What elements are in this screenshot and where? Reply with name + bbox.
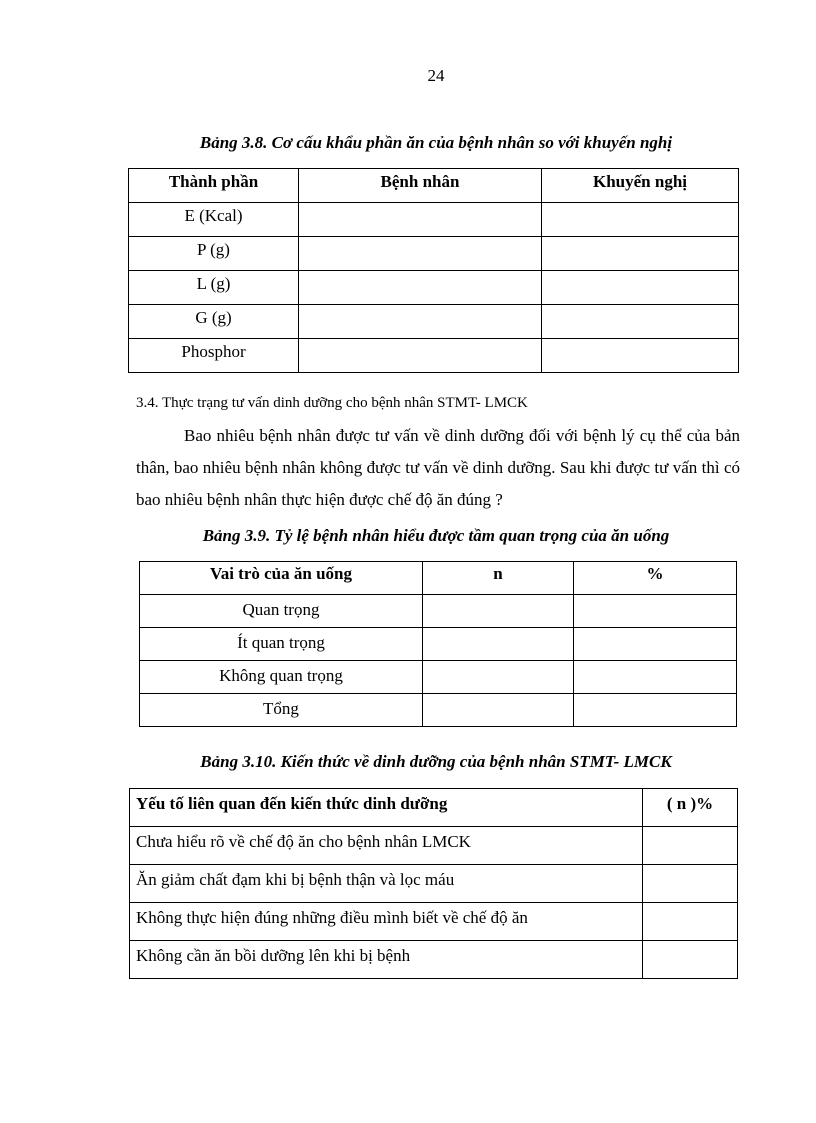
- table-row: [140, 694, 737, 727]
- table-row: [130, 865, 738, 903]
- column-header: Thành phần: [129, 169, 299, 203]
- row-label: P (g): [129, 237, 299, 271]
- empty-cell: [542, 203, 739, 237]
- empty-cell: [542, 237, 739, 271]
- row-label: G (g): [129, 305, 299, 339]
- row-label: E (Kcal): [129, 203, 299, 237]
- table-row: [130, 941, 738, 979]
- column-header: Yếu tố liên quan đến kiến thức dinh dưỡng: [130, 789, 643, 827]
- row-label: Không thực hiện đúng những điều mình biết về chế độ ăn: [130, 903, 643, 941]
- row-label: Ăn giảm chất đạm khi bị bệnh thận và lọc máu: [130, 865, 643, 903]
- empty-cell: [542, 271, 739, 305]
- table-row: [129, 237, 739, 271]
- row-label: Không quan trọng: [140, 661, 423, 694]
- table-row: [140, 628, 737, 661]
- table-3-10: [129, 788, 738, 979]
- section-heading: 3.4. Thực trạng tư vấn dinh dưỡng cho bệnh nhân STMT- LMCK: [136, 395, 528, 411]
- empty-cell: [643, 827, 738, 865]
- table-3-9: [139, 561, 737, 727]
- table-3-10-caption: Bảng 3.10. Kiến thức về dinh dưỡng của bệnh nhân STMT- LMCK: [200, 752, 672, 771]
- row-label: Phosphor: [129, 339, 299, 373]
- empty-cell: [542, 339, 739, 373]
- empty-cell: [574, 595, 737, 628]
- column-header: ( n )%: [643, 789, 738, 827]
- table-header-row: [130, 789, 738, 827]
- empty-cell: [299, 271, 542, 305]
- table-header-row: [129, 169, 739, 203]
- column-header: Vai trò của ăn uống: [140, 562, 423, 595]
- table-3-8-caption: Bảng 3.8. Cơ cấu khẩu phần ăn của bệnh nhân so với khuyến nghị: [199, 133, 673, 152]
- table-row: [130, 827, 738, 865]
- empty-cell: [643, 903, 738, 941]
- empty-cell: [574, 628, 737, 661]
- table-row: [129, 271, 739, 305]
- row-label: Chưa hiểu rõ về chế độ ăn cho bệnh nhân LMCK: [130, 827, 643, 865]
- page-number: 24: [427, 66, 445, 85]
- column-header: %: [574, 562, 737, 595]
- row-label: Tổng: [140, 694, 423, 727]
- column-header: Bệnh nhân: [299, 169, 542, 203]
- table-row: [129, 305, 739, 339]
- empty-cell: [423, 661, 574, 694]
- empty-cell: [299, 339, 542, 373]
- empty-cell: [423, 628, 574, 661]
- empty-cell: [299, 237, 542, 271]
- row-label: Ít quan trọng: [140, 628, 423, 661]
- empty-cell: [574, 694, 737, 727]
- table-row: [129, 339, 739, 373]
- empty-cell: [643, 865, 738, 903]
- column-header: Khuyến nghị: [542, 169, 739, 203]
- empty-cell: [299, 305, 542, 339]
- empty-cell: [423, 694, 574, 727]
- column-header: n: [423, 562, 574, 595]
- row-label: L (g): [129, 271, 299, 305]
- table-row: [130, 903, 738, 941]
- table-row: [140, 595, 737, 628]
- table-row: [129, 203, 739, 237]
- row-label: Không cần ăn bồi dưỡng lên khi bị bệnh: [130, 941, 643, 979]
- table-row: [140, 661, 737, 694]
- empty-cell: [542, 305, 739, 339]
- empty-cell: [643, 941, 738, 979]
- empty-cell: [299, 203, 542, 237]
- table-3-8: [128, 168, 739, 373]
- body-paragraph: Bao nhiêu bệnh nhân được tư vấn về dinh dưỡng đối với bệnh lý cụ thể của bản thân, bao nhiêu bệnh nhân không được tư vấn về dinh dưỡng. Sau khi được tư vấn thì có bao nhiêu bệnh nhân thực hiện được chế độ ăn đúng ?: [136, 426, 740, 509]
- table-3-9-caption: Bảng 3.9. Tỷ lệ bệnh nhân hiểu được tầm quan trọng của ăn uống: [202, 526, 670, 545]
- empty-cell: [574, 661, 737, 694]
- table-header-row: [140, 562, 737, 595]
- row-label: Quan trọng: [140, 595, 423, 628]
- empty-cell: [423, 595, 574, 628]
